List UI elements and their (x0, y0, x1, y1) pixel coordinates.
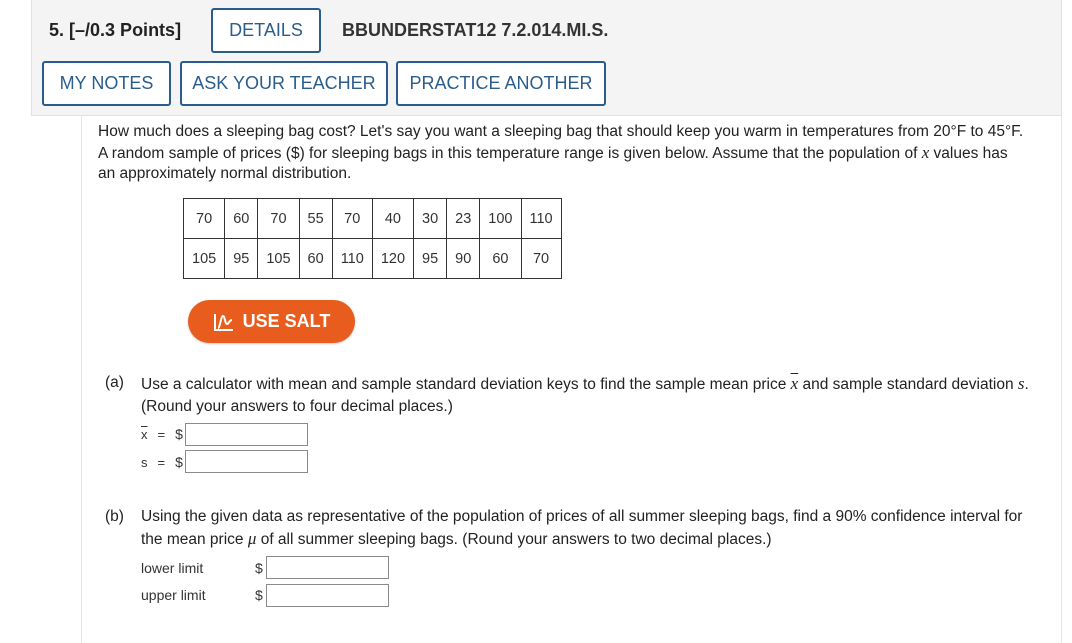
table-cell: 55 (299, 199, 332, 239)
s-input[interactable] (185, 450, 308, 473)
table-cell: 95 (414, 239, 447, 279)
table-cell: 110 (332, 239, 372, 279)
part-a-text-2: (Round your answers to four decimal places.) (141, 397, 453, 415)
price-data-table (183, 198, 562, 279)
my-notes-button[interactable]: MY NOTES (42, 61, 171, 106)
variable-x: x (921, 142, 930, 162)
part-b-text-2b: of all summer sleeping bags. (Round your answers to two decimal places.) (256, 530, 772, 548)
table-cell: 70 (184, 199, 225, 239)
intro-line-2b: values has (929, 144, 1008, 162)
table-cell: 30 (414, 199, 447, 239)
part-a-label: (a) (105, 374, 124, 391)
upper-limit-input[interactable] (266, 584, 389, 607)
part-a-text-1c: . (1024, 376, 1029, 393)
table-cell: 70 (332, 199, 372, 239)
table-cell: 90 (447, 239, 480, 279)
part-a-text (141, 373, 1061, 417)
table-row (184, 199, 562, 239)
table-cell: 70 (258, 199, 299, 239)
salt-chart-icon (213, 312, 235, 332)
use-salt-button[interactable] (188, 300, 355, 343)
table-cell: 23 (447, 199, 480, 239)
s-label: s (141, 454, 148, 470)
equals-sign: = (157, 426, 166, 442)
question-intro (98, 122, 1048, 185)
question-number: 5. (49, 20, 65, 40)
part-b-text-1: Using the given data as representative of the population of prices of all summer sleeping bags, find a 90% confidence interval for (141, 508, 1023, 525)
table-cell: 110 (521, 199, 561, 239)
table-cell: 120 (372, 239, 413, 279)
table-cell: 105 (184, 239, 225, 279)
xbar-row (141, 426, 183, 442)
intro-line-1: How much does a sleeping bag cost? Let's say you want a sleeping bag that should keep you warm in temperatures from 20°F to 45°F. (98, 123, 1024, 140)
table-cell: 60 (299, 239, 332, 279)
dollar-sign: $ (255, 587, 263, 603)
ask-teacher-button[interactable]: ASK YOUR TEACHER (180, 61, 388, 106)
table-cell: 95 (225, 239, 258, 279)
intro-line-2a: A random sample of prices ($) for sleeping bags in this temperature range is given below. Assume that the population of (98, 144, 922, 162)
s-row (141, 454, 183, 470)
table-cell: 40 (372, 199, 413, 239)
upper-limit-label: upper limit (141, 587, 206, 603)
table-cell: 70 (521, 239, 561, 279)
xbar-symbol: $\overline{x}$ (790, 374, 799, 393)
part-a-text-1b: and sample standard deviation (798, 376, 1018, 393)
table-row (184, 239, 562, 279)
part-b-label: (b) (105, 508, 124, 525)
details-button[interactable]: DETAILS (211, 8, 321, 53)
lower-limit-input[interactable] (266, 556, 389, 579)
question-title (49, 20, 181, 41)
table-cell: 100 (480, 199, 521, 239)
table-cell: 60 (480, 239, 521, 279)
table-cell: 60 (225, 199, 258, 239)
table-cell: 105 (258, 239, 299, 279)
intro-line-3: an approximately normal distribution. (98, 165, 352, 182)
practice-another-button[interactable]: PRACTICE ANOTHER (396, 61, 606, 106)
dollar-sign: $ (175, 426, 183, 442)
mu-symbol: μ (247, 528, 257, 548)
use-salt-label: USE SALT (242, 311, 331, 331)
part-a-text-1a: Use a calculator with mean and sample standard deviation keys to find the sample mean price (141, 376, 791, 393)
question-points: [–/0.3 Points] (69, 20, 182, 40)
part-b-text (141, 506, 1061, 550)
equals-sign: = (157, 454, 166, 470)
xbar-input[interactable] (185, 423, 308, 446)
question-code: BBUNDERSTAT12 7.2.014.MI.S. (342, 20, 609, 40)
xbar-label: $\overline{x}$ (141, 426, 148, 442)
dollar-sign: $ (255, 560, 263, 576)
part-b-text-2a: the mean price (141, 530, 248, 548)
s-symbol: s (1017, 374, 1025, 393)
dollar-sign: $ (175, 454, 183, 470)
lower-limit-label: lower limit (141, 560, 204, 576)
